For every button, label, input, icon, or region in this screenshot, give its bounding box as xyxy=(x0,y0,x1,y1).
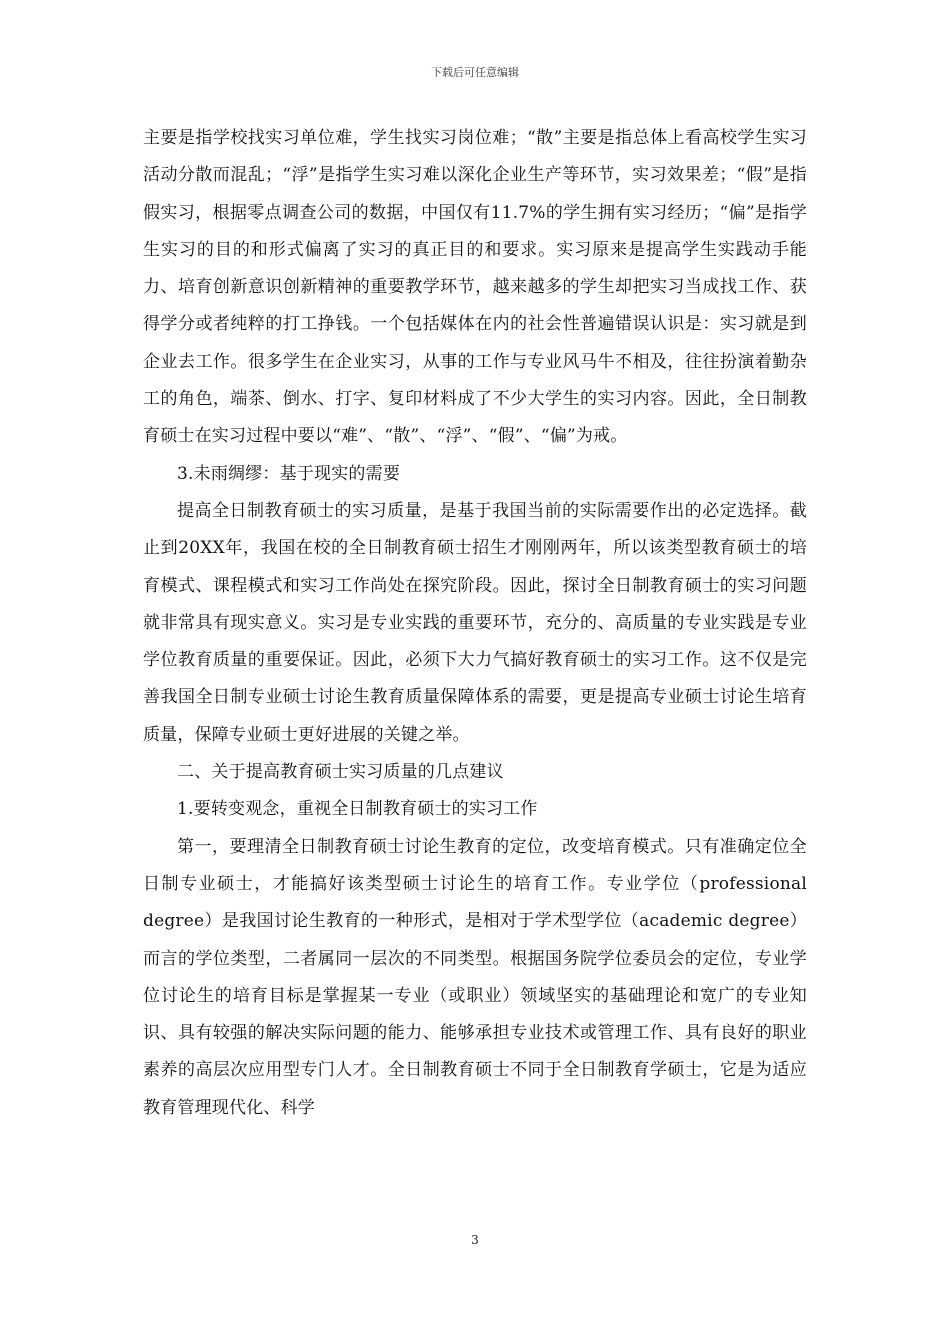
document-body xyxy=(143,120,807,1127)
page-header: 下载后可任意编辑 xyxy=(431,66,519,79)
paragraph-continued: 主要是指学校找实习单位难，学生找实习岗位难；“散”主要是指总体上看高校学生实习活动分散而混乱；“浮”是指学生实习难以深化企业生产等环节，实习效果差；“假”是指假实习，根据零点调查公司的数据，中国仅有11.7%的学生拥有实习经历；“偏”是指学生实习的目的和形式偏离了实习的真正目的和要求。实习原来是提高学生实践动手能力、培育创新意识创新精神的重要教学环节，越来越多的学生却把实习当成找工作、获得学分或者纯粹的打工挣钱。一个包括媒体在内的社会性普遍错误认识是：实习就是到企业去工作。很多学生在企业实习，从事的工作与专业风马牛不相及，往往扮演着勤杂工的角色，端茶、倒水、打字、复印材料成了不少大学生的实习内容。因此，全日制教育硕士在实习过程中要以“难”、“散”、“浮”、“假”、“偏”为戒。 xyxy=(143,128,807,447)
paragraph: 提高全日制教育硕士的实习质量，是基于我国当前的实际需要作出的必定选择。截止到20XX年，我国在校的全日制教育硕士招生才刚刚两年，所以该类型教育硕士的培育模式、课程模式和实习工作尚处在探究阶段。因此，探讨全日制教育硕士的实习问题就非常具有现实意义。实习是专业实践的重要环节，充分的、高质量的专业实践是专业学位教育质量的重要保证。因此，必须下大力气搞好教育硕士的实习工作。这不仅是完善我国全日制专业硕士讨论生教育质量保障体系的需要，更是提高专业硕士讨论生培育质量，保障专业硕士更好进展的关键之举。 xyxy=(143,500,807,745)
page-number: 3 xyxy=(471,1233,479,1247)
section-heading-3: 3.未雨绸缪：基于现实的需要 xyxy=(177,463,401,484)
paragraph: 第一，要理清全日制教育硕士讨论生教育的定位，改变培育模式。只有准确定位全日制专业硕士，才能搞好该类型硕士讨论生的培育工作。专业学位（professional degree）是我国讨论生教育的一种形式，是相对于学术型学位（academic degree）而言的学位类型，二者属同一层次的不同类型。根据国务院学位委员会的定位，专业学位讨论生的培育目标是掌握某一专业（或职业）领域坚实的基础理论和宽广的专业知识、具有较强的解决实际问题的能力、能够承担专业技术或管理工作、具有良好的职业素养的高层次应用型专门人才。全日制教育硕士不同于全日制教育学硕士，它是为适应教育管理现代化、科学 xyxy=(143,836,807,1118)
section-heading-1: 1.要转变观念，重视全日制教育硕士的实习工作 xyxy=(177,799,538,820)
chapter-heading-2: 二、关于提高教育硕士实习质量的几点建议 xyxy=(177,762,504,783)
